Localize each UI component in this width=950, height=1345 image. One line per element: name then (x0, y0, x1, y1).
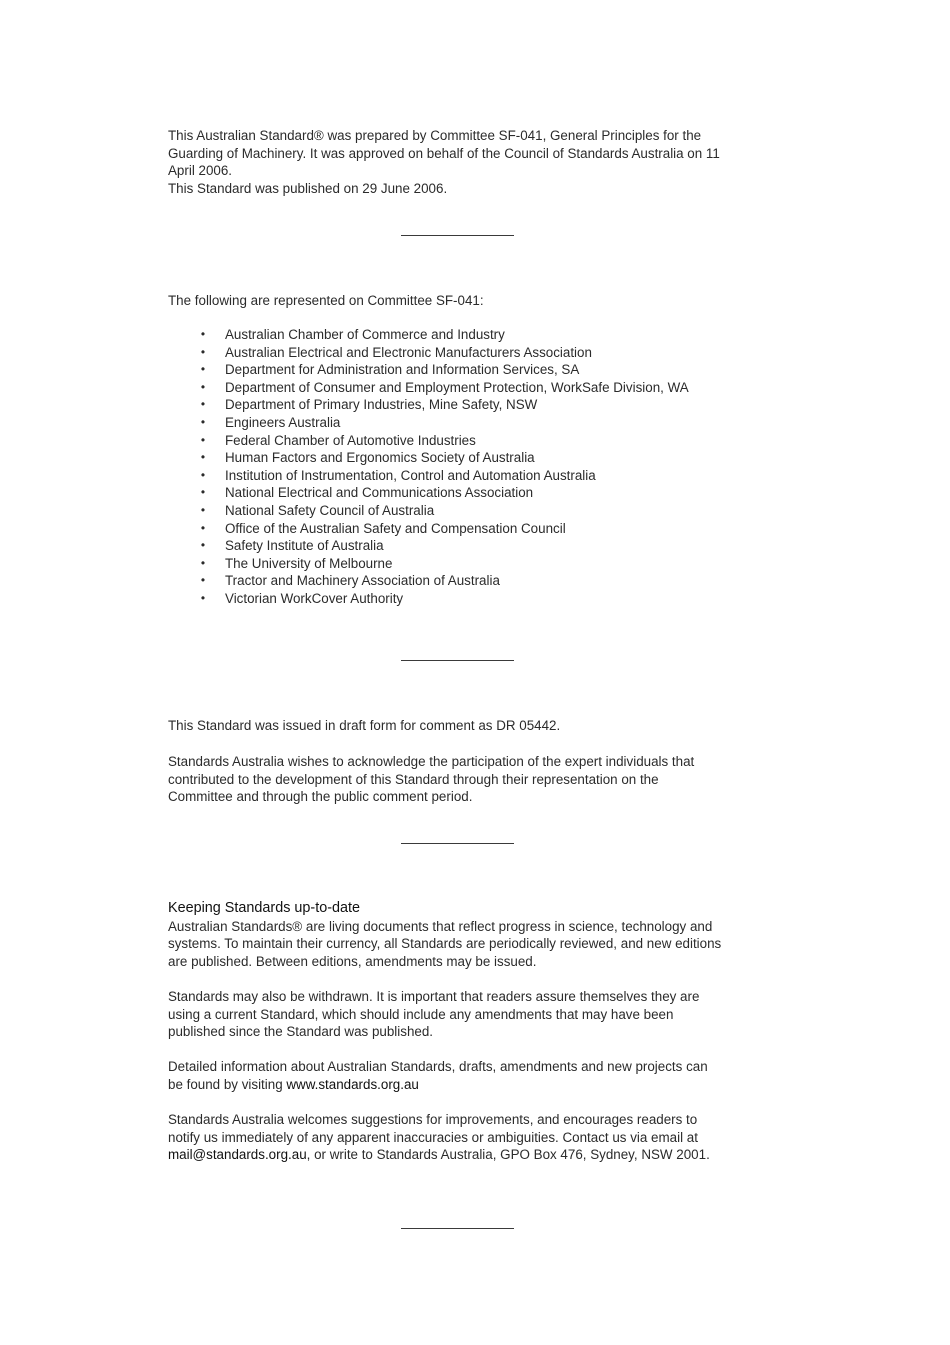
ack-line-3: Committee and through the public comment period. (168, 789, 473, 805)
withdrawn-paragraph (168, 988, 758, 1041)
bullet-icon: • (200, 485, 206, 500)
visit-prefix: be found by visiting (168, 1076, 287, 1092)
bullet-icon: • (200, 344, 206, 359)
committee-member-name: Department for Administration and Information Services, SA (225, 362, 580, 378)
committee-member-name: Victorian WorkCover Authority (225, 590, 404, 606)
committee-member-name: Australian Chamber of Commerce and Industry (225, 327, 505, 342)
committee-member-item (168, 572, 788, 590)
bullet-icon: • (200, 362, 206, 377)
committee-member-item (168, 449, 788, 467)
bullet-icon: • (200, 573, 206, 588)
keeping-p1-line-3: are published. Between editions, amendments may be issued. (168, 953, 537, 969)
draft-notice (168, 717, 758, 735)
ack-line-2: contributed to the development of this Standard through their representation on the (168, 771, 659, 787)
intro-paragraph (168, 127, 758, 197)
committee-member-item (168, 467, 788, 485)
keeping-p2-line-1: Standards may also be withdrawn. It is important that readers assure themselves they are (168, 989, 700, 1004)
website-link[interactable]: www.standards.org.au (286, 1076, 419, 1092)
intro-line-1: This Australian Standard® was prepared by Committee SF-041, General Principles for the (168, 128, 702, 143)
committee-member-item (168, 537, 788, 555)
bullet-icon: • (200, 414, 206, 429)
email-link[interactable]: mail@standards.org.au (168, 1147, 307, 1163)
committee-member-item (168, 590, 788, 608)
bullet-icon: • (200, 450, 206, 465)
bullet-icon: • (200, 590, 206, 605)
committee-member-name: Human Factors and Ergonomics Society of Australia (225, 450, 535, 466)
keeping-p4-line-3 (168, 1146, 758, 1164)
intro-line-4: This Standard was published on 29 June 2006. (168, 180, 448, 196)
committee-member-name: Tractor and Machinery Association of Australia (225, 573, 500, 589)
keeping-p4-line-1: Standards Australia welcomes suggestions for improvements, and encourages readers to (168, 1112, 698, 1127)
draft-line: This Standard was issued in draft form for comment as DR 05442. (168, 718, 561, 733)
committee-member-name: Engineers Australia (225, 414, 341, 430)
committee-member-name: Institution of Instrumentation, Control and Automation Australia (225, 467, 596, 483)
bullet-icon: • (200, 379, 206, 394)
committee-member-item (168, 414, 788, 432)
committee-member-item (168, 361, 788, 379)
keeping-section (168, 900, 758, 970)
bullet-icon: • (200, 502, 206, 517)
intro-line-2: Guarding of Machinery. It was approved on behalf of the Council of Standards Australia on 11 (168, 145, 720, 161)
bullet-icon: • (200, 467, 206, 482)
bullet-icon: • (200, 538, 206, 553)
committee-member-name: Department of Consumer and Employment Protection, WorkSafe Division, WA (225, 379, 689, 395)
keeping-heading: Keeping Standards up-to-date (168, 900, 361, 916)
keeping-p3-line-1: Detailed information about Australian Standards, drafts, amendments and new projects can (168, 1059, 708, 1074)
committee-member-name: Department of Primary Industries, Mine Safety, NSW (225, 397, 538, 413)
section-divider-3 (401, 843, 514, 844)
committee-member-item (168, 344, 788, 362)
committee-member-item (168, 432, 788, 450)
committee-member-item (168, 484, 788, 502)
bullet-icon: • (200, 432, 206, 447)
committee-member-name: National Electrical and Communications Association (225, 485, 534, 501)
acknowledgement-paragraph (168, 753, 758, 806)
committee-member-item (168, 502, 788, 520)
committee-member-item (168, 396, 788, 414)
bullet-icon: • (200, 555, 206, 570)
bullet-icon: • (200, 397, 206, 412)
committee-member-name: Office of the Australian Safety and Compensation Council (225, 520, 566, 536)
section-divider-2 (401, 660, 514, 661)
keeping-p1-line-1: Australian Standards® are living documents that reflect progress in science, technology and (168, 918, 713, 934)
keeping-p2-line-2: using a current Standard, which should include any amendments that may have been (168, 1006, 674, 1022)
committee-member-item (168, 379, 788, 397)
committee-member-name: The University of Melbourne (225, 555, 393, 571)
committee-member-item (168, 326, 788, 344)
keeping-p4-line-2: notify us immediately of any apparent inaccuracies or ambiguities. Contact us via email at (168, 1129, 698, 1145)
committee-member-name: Safety Institute of Australia (225, 538, 384, 554)
contact-paragraph (168, 1111, 758, 1164)
keeping-p2-line-3: published since the Standard was published. (168, 1024, 434, 1040)
bullet-icon: • (200, 327, 206, 341)
committee-member-list (168, 326, 788, 608)
keeping-p3-line-2 (168, 1076, 758, 1094)
intro-line-3: April 2006. (168, 163, 233, 179)
committee-member-name: National Safety Council of Australia (225, 502, 435, 518)
bullet-icon: • (200, 520, 206, 535)
ack-line-1: Standards Australia wishes to acknowledge the participation of the expert individuals that (168, 754, 695, 769)
committee-member-item (168, 555, 788, 573)
committee-lead (168, 292, 758, 310)
section-divider-1 (401, 235, 514, 236)
address-suffix: , or write to Standards Australia, GPO Box 476, Sydney, NSW 2001. (306, 1147, 710, 1163)
info-paragraph (168, 1058, 758, 1093)
section-divider-4 (401, 1228, 514, 1229)
committee-member-name: Australian Electrical and Electronic Manufacturers Association (225, 344, 592, 360)
committee-member-item (168, 520, 788, 538)
committee-lead-text: The following are represented on Committee SF-041: (168, 293, 484, 308)
committee-member-name: Federal Chamber of Automotive Industries (225, 432, 476, 448)
keeping-p1-line-2: systems. To maintain their currency, all Standards are periodically reviewed, and new editions (168, 936, 722, 952)
